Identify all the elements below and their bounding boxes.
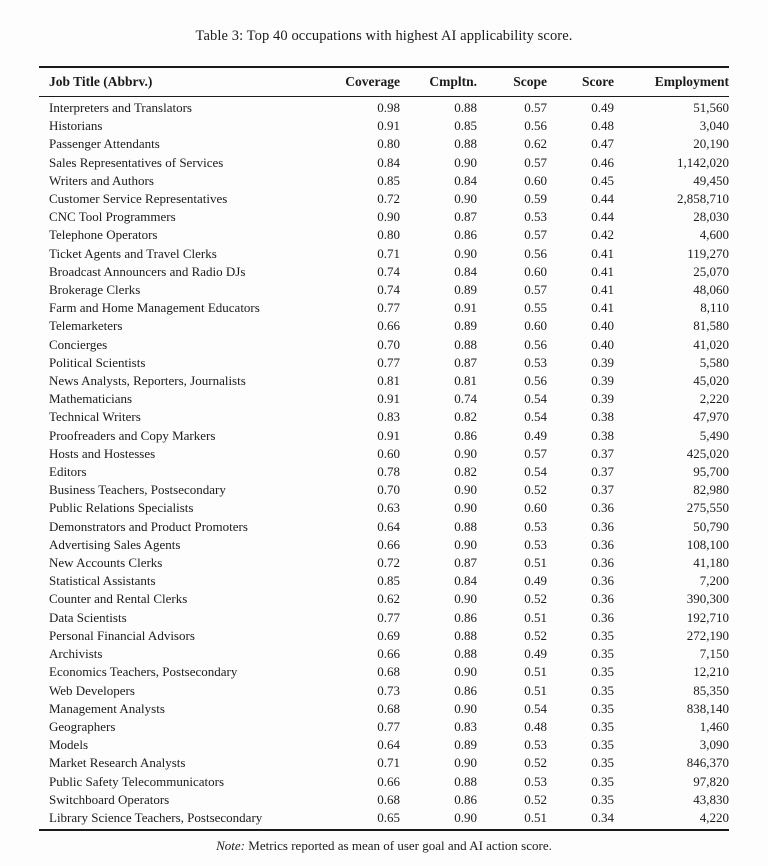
cell-value: 0.90 [377, 209, 400, 225]
cell-value: 0.65 [305, 809, 400, 830]
cell-value: 95,700 [693, 464, 729, 480]
cell-value: 49,450 [693, 172, 729, 188]
cell-value: 45,020 [693, 373, 729, 389]
cell-value: 5,490 [699, 427, 729, 443]
cell-value: 0.36 [591, 500, 614, 516]
cell-value: 0.51 [524, 664, 547, 680]
cell-value: 0.51 [524, 555, 547, 571]
table-row [39, 190, 729, 208]
column-header: Scope [477, 67, 547, 97]
cell-value: 0.37 [591, 482, 614, 498]
table-row [39, 773, 729, 791]
table-head [39, 67, 729, 97]
cell-value: 0.39 [591, 354, 614, 370]
cell-value: 119,270 [687, 245, 729, 261]
table-row [39, 117, 729, 135]
cell-value: 0.53 [524, 773, 547, 789]
cell-value: 0.90 [454, 245, 477, 261]
table-row [39, 536, 729, 554]
table-row [39, 590, 729, 608]
cell-value: 25,070 [693, 263, 729, 279]
cell-job-title: Telemarketers [49, 318, 123, 334]
cell-value: 43,830 [693, 791, 729, 807]
cell-value: 0.87 [454, 555, 477, 571]
cell-value: 0.35 [591, 755, 614, 771]
cell-value: 0.74 [377, 263, 400, 279]
table-row [39, 427, 729, 445]
cell-value: 0.70 [377, 336, 400, 352]
cell-job-title: Counter and Rental Clerks [49, 591, 188, 607]
cell-value: 0.77 [377, 354, 400, 370]
cell-value: 0.66 [377, 318, 400, 334]
table-row [39, 572, 729, 590]
cell-value: 0.36 [591, 591, 614, 607]
column-header: Job Title (Abbrv.) [39, 67, 305, 97]
cell-value: 0.64 [377, 737, 400, 753]
table-row [39, 627, 729, 645]
table-row [39, 390, 729, 408]
cell-value: 0.52 [524, 591, 547, 607]
cell-value: 0.91 [377, 391, 400, 407]
table-caption: Table 3: Top 40 occupations with highest AI applicability score. [195, 28, 573, 44]
cell-value: 41,020 [693, 336, 729, 352]
cell-value: 0.81 [454, 373, 477, 389]
cell-value: 0.53 [524, 518, 547, 534]
cell-value: 0.42 [591, 227, 614, 243]
cell-value: 0.49 [591, 100, 614, 115]
table-header-row [39, 67, 729, 97]
table-row [39, 518, 729, 536]
cell-value: 0.89 [454, 282, 477, 298]
cell-value: 0.88 [454, 773, 477, 789]
cell-value: 0.53 [524, 737, 547, 753]
cell-value: 0.57 [524, 445, 547, 461]
cell-value: 0.90 [454, 500, 477, 516]
cell-value: 0.90 [454, 154, 477, 170]
table-row [39, 791, 729, 809]
cell-value: 0.80 [377, 136, 400, 152]
cell-value: 0.77 [377, 300, 400, 316]
cell-value: 0.70 [377, 482, 400, 498]
cell-job-title: Customer Service Representatives [49, 191, 228, 207]
cell-value: 0.91 [377, 118, 400, 134]
table-row [39, 372, 729, 390]
cell-value: 0.86 [454, 609, 477, 625]
cell-value: 0.56 [524, 245, 547, 261]
cell-value: 0.72 [377, 191, 400, 207]
cell-value: 50,790 [693, 518, 729, 534]
table-row [39, 408, 729, 426]
cell-job-title: Management Analysts [49, 700, 165, 716]
cell-value: 0.78 [377, 464, 400, 480]
cell-value: 51,560 [693, 100, 729, 115]
table-row [39, 682, 729, 700]
cell-value: 0.88 [454, 100, 477, 115]
cell-value: 0.36 [591, 609, 614, 625]
cell-value: 0.86 [454, 227, 477, 243]
cell-value: 0.49 [524, 573, 547, 589]
table-row [39, 463, 729, 481]
cell-job-title: Historians [49, 118, 103, 134]
cell-value: 0.80 [377, 227, 400, 243]
cell-job-title: Statistical Assistants [49, 573, 156, 589]
cell-value: 2,220 [699, 391, 729, 407]
cell-value: 0.38 [591, 427, 614, 443]
cell-job-title: Models [49, 737, 88, 753]
cell-value: 0.85 [377, 172, 400, 188]
cell-job-title: Proofreaders and Copy Markers [49, 427, 216, 443]
cell-value: 0.48 [591, 118, 614, 134]
cell-value: 0.86 [454, 427, 477, 443]
cell-value: 48,060 [693, 282, 729, 298]
cell-value: 0.59 [524, 191, 547, 207]
cell-value: 0.52 [524, 627, 547, 643]
cell-value: 0.90 [454, 445, 477, 461]
table-row [39, 336, 729, 354]
cell-value: 0.86 [454, 791, 477, 807]
cell-job-title: Geographers [49, 718, 116, 734]
cell-value: 0.34 [547, 809, 614, 830]
cell-value: 0.35 [591, 791, 614, 807]
cell-value: 0.46 [591, 154, 614, 170]
cell-value: 0.74 [377, 282, 400, 298]
cell-value: 0.82 [454, 409, 477, 425]
cell-value: 8,110 [700, 300, 729, 316]
cell-value: 81,580 [693, 318, 729, 334]
cell-value: 0.68 [377, 791, 400, 807]
cell-job-title: Telephone Operators [49, 227, 158, 243]
cell-job-title: CNC Tool Programmers [49, 209, 176, 225]
cell-value: 0.66 [377, 773, 400, 789]
cell-value: 0.85 [454, 118, 477, 134]
cell-job-title: News Analysts, Reporters, Journalists [49, 373, 246, 389]
cell-value: 0.53 [524, 536, 547, 552]
table-row [39, 663, 729, 681]
cell-value: 0.84 [377, 154, 400, 170]
cell-value: 0.81 [377, 373, 400, 389]
column-header: Cmpltn. [400, 67, 477, 97]
cell-value: 3,040 [699, 118, 729, 134]
cell-value: 0.35 [591, 627, 614, 643]
cell-job-title: Economics Teachers, Postsecondary [49, 664, 238, 680]
cell-value: 0.39 [591, 373, 614, 389]
cell-job-title: Ticket Agents and Travel Clerks [49, 245, 217, 261]
cell-value: 4,600 [699, 227, 729, 243]
cell-value: 0.57 [524, 100, 547, 115]
column-header: Coverage [305, 67, 400, 97]
cell-value: 0.87 [454, 209, 477, 225]
cell-value: 0.35 [591, 718, 614, 734]
cell-value: 0.57 [524, 154, 547, 170]
cell-value: 0.52 [524, 791, 547, 807]
cell-value: 0.60 [524, 500, 547, 516]
cell-value: 0.47 [591, 136, 614, 152]
cell-value: 0.56 [524, 118, 547, 134]
table-row [39, 317, 729, 335]
cell-value: 0.86 [454, 682, 477, 698]
cell-job-title: New Accounts Clerks [49, 555, 163, 571]
cell-value: 390,300 [686, 591, 729, 607]
table-row [39, 154, 729, 172]
cell-value: 7,150 [699, 646, 729, 662]
table-row [39, 263, 729, 281]
cell-value: 0.40 [591, 318, 614, 334]
cell-value: 0.36 [591, 536, 614, 552]
cell-value: 0.44 [591, 191, 614, 207]
cell-value: 1,142,020 [677, 154, 729, 170]
cell-value: 0.74 [454, 391, 477, 407]
cell-value: 0.90 [454, 664, 477, 680]
cell-value: 275,550 [686, 500, 729, 516]
cell-value: 0.87 [454, 354, 477, 370]
table-row [39, 135, 729, 153]
cell-value: 0.90 [454, 536, 477, 552]
cell-value: 0.90 [454, 591, 477, 607]
cell-value: 0.35 [591, 700, 614, 716]
table-row [39, 700, 729, 718]
cell-value: 0.35 [591, 682, 614, 698]
cell-value: 0.62 [524, 136, 547, 152]
cell-job-title: Farm and Home Management Educators [49, 300, 260, 316]
table-row [39, 499, 729, 517]
cell-value: 0.84 [454, 573, 477, 589]
cell-value: 0.71 [377, 755, 400, 771]
cell-value: 425,020 [686, 445, 729, 461]
table-row [39, 754, 729, 772]
cell-job-title: Public Relations Specialists [49, 500, 194, 516]
cell-value: 0.55 [524, 300, 547, 316]
cell-value: 0.90 [454, 700, 477, 716]
cell-job-title: Passenger Attendants [49, 136, 160, 152]
table-row [39, 554, 729, 572]
cell-value: 0.84 [454, 172, 477, 188]
cell-value: 0.83 [377, 409, 400, 425]
cell-job-title: Web Developers [49, 682, 135, 698]
occupations-table [39, 66, 729, 831]
table-row [39, 445, 729, 463]
cell-job-title: Archivists [49, 646, 103, 662]
cell-value: 846,370 [686, 755, 729, 771]
cell-value: 0.53 [524, 209, 547, 225]
cell-value: 0.51 [477, 809, 547, 830]
table-row [39, 718, 729, 736]
cell-value: 0.90 [400, 809, 477, 830]
cell-job-title: Hosts and Hostesses [49, 445, 156, 461]
cell-job-title: Personal Financial Advisors [49, 627, 195, 643]
cell-value: 0.82 [454, 464, 477, 480]
cell-value: 0.88 [454, 646, 477, 662]
cell-value: 82,980 [693, 482, 729, 498]
table-note [0, 838, 768, 854]
cell-value: 838,140 [686, 700, 729, 716]
cell-value: 0.68 [377, 700, 400, 716]
cell-value: 0.52 [524, 755, 547, 771]
cell-value: 272,190 [686, 627, 729, 643]
cell-value: 0.56 [524, 373, 547, 389]
cell-value: 0.57 [524, 282, 547, 298]
cell-value: 0.77 [377, 718, 400, 734]
table-row [39, 481, 729, 499]
cell-job-title: Broadcast Announcers and Radio DJs [49, 263, 246, 279]
cell-value: 0.49 [524, 427, 547, 443]
cell-job-title: Business Teachers, Postsecondary [49, 482, 226, 498]
cell-job-title: Editors [49, 464, 87, 480]
cell-value: 0.89 [454, 737, 477, 753]
cell-value: 97,820 [693, 773, 729, 789]
cell-value: 1,460 [699, 718, 729, 734]
cell-value: 0.88 [454, 627, 477, 643]
cell-value: 108,100 [686, 536, 729, 552]
cell-value: 0.84 [454, 263, 477, 279]
cell-value: 0.62 [377, 591, 400, 607]
cell-value: 0.41 [591, 263, 614, 279]
cell-value: 0.91 [377, 427, 400, 443]
cell-value: 0.39 [591, 391, 614, 407]
cell-value: 0.88 [454, 336, 477, 352]
column-header: Employment [614, 67, 729, 97]
cell-value: 0.37 [591, 445, 614, 461]
cell-value: 0.51 [524, 682, 547, 698]
cell-job-title: Interpreters and Translators [49, 100, 192, 115]
cell-value: 4,220 [614, 809, 729, 830]
table-row [39, 172, 729, 190]
cell-value: 0.98 [377, 100, 400, 115]
cell-job-title: Mathematicians [49, 391, 133, 407]
cell-value: 0.64 [377, 518, 400, 534]
cell-value: 0.51 [524, 609, 547, 625]
table-row [39, 809, 729, 830]
cell-value: 0.48 [524, 718, 547, 734]
cell-value: 0.88 [454, 136, 477, 152]
cell-value: 0.53 [524, 354, 547, 370]
cell-job-title: Market Research Analysts [49, 755, 186, 771]
table-row [39, 281, 729, 299]
cell-value: 0.41 [591, 300, 614, 316]
cell-value: 0.40 [591, 336, 614, 352]
cell-job-title: Library Science Teachers, Postsecondary [39, 809, 305, 830]
cell-value: 0.60 [524, 263, 547, 279]
cell-value: 0.91 [454, 300, 477, 316]
cell-value: 0.41 [591, 245, 614, 261]
cell-value: 0.36 [591, 555, 614, 571]
cell-value: 0.36 [591, 518, 614, 534]
cell-value: 0.60 [377, 445, 400, 461]
cell-value: 3,090 [699, 737, 729, 753]
cell-value: 0.72 [377, 555, 400, 571]
cell-value: 0.49 [524, 646, 547, 662]
table-row [39, 208, 729, 226]
cell-value: 192,710 [686, 609, 729, 625]
cell-value: 0.89 [454, 318, 477, 334]
cell-job-title: Demonstrators and Product Promoters [49, 518, 248, 534]
cell-value: 0.66 [377, 646, 400, 662]
cell-value: 0.54 [524, 464, 547, 480]
cell-value: 0.54 [524, 391, 547, 407]
cell-value: 20,190 [693, 136, 729, 152]
cell-value: 0.85 [377, 573, 400, 589]
cell-job-title: Public Safety Telecommunicators [49, 773, 225, 789]
cell-value: 85,350 [693, 682, 729, 698]
cell-value: 0.63 [377, 500, 400, 516]
table-row [39, 354, 729, 372]
cell-value: 0.69 [377, 627, 400, 643]
cell-value: 0.36 [591, 573, 614, 589]
table-row [39, 609, 729, 627]
column-header: Score [547, 67, 614, 97]
cell-value: 0.71 [377, 245, 400, 261]
note-text: Metrics reported as mean of user goal and AI action score. [245, 838, 552, 854]
cell-value: 0.90 [454, 482, 477, 498]
cell-value: 0.35 [591, 773, 614, 789]
cell-value: 0.83 [454, 718, 477, 734]
cell-value: 0.54 [524, 700, 547, 716]
table-row [39, 226, 729, 244]
cell-job-title: Technical Writers [49, 409, 141, 425]
table-row [39, 245, 729, 263]
cell-value: 0.44 [591, 209, 614, 225]
cell-value: 0.77 [377, 609, 400, 625]
cell-job-title: Advertising Sales Agents [49, 536, 181, 552]
cell-value: 7,200 [699, 573, 729, 589]
cell-value: 0.60 [524, 318, 547, 334]
cell-value: 47,970 [693, 409, 729, 425]
cell-value: 0.90 [454, 191, 477, 207]
cell-value: 0.35 [591, 664, 614, 680]
table-row [39, 736, 729, 754]
table-body [39, 97, 729, 831]
cell-value: 12,210 [693, 664, 729, 680]
cell-job-title: Writers and Authors [49, 172, 154, 188]
cell-job-title: Brokerage Clerks [49, 282, 141, 298]
cell-value: 0.38 [591, 409, 614, 425]
cell-value: 0.73 [377, 682, 400, 698]
table-row [39, 645, 729, 663]
note-label: Note: [216, 838, 246, 854]
cell-value: 0.54 [524, 409, 547, 425]
cell-job-title: Political Scientists [49, 354, 146, 370]
cell-job-title: Concierges [49, 336, 108, 352]
cell-value: 0.68 [377, 664, 400, 680]
cell-value: 41,180 [693, 555, 729, 571]
cell-value: 0.52 [524, 482, 547, 498]
cell-job-title: Data Scientists [49, 609, 127, 625]
cell-value: 5,580 [699, 354, 729, 370]
cell-value: 0.56 [524, 336, 547, 352]
cell-value: 0.88 [454, 518, 477, 534]
cell-value: 0.35 [591, 737, 614, 753]
cell-value: 2,858,710 [677, 191, 729, 207]
cell-job-title: Switchboard Operators [49, 791, 170, 807]
cell-value: 0.35 [591, 646, 614, 662]
cell-value: 0.90 [454, 755, 477, 771]
cell-value: 28,030 [693, 209, 729, 225]
cell-value: 0.37 [591, 464, 614, 480]
table-row [39, 299, 729, 317]
cell-value: 0.66 [377, 536, 400, 552]
cell-value: 0.57 [524, 227, 547, 243]
cell-value: 0.45 [591, 172, 614, 188]
cell-value: 0.60 [524, 172, 547, 188]
table-row [39, 97, 729, 118]
cell-job-title: Sales Representatives of Services [49, 154, 224, 170]
cell-value: 0.41 [591, 282, 614, 298]
